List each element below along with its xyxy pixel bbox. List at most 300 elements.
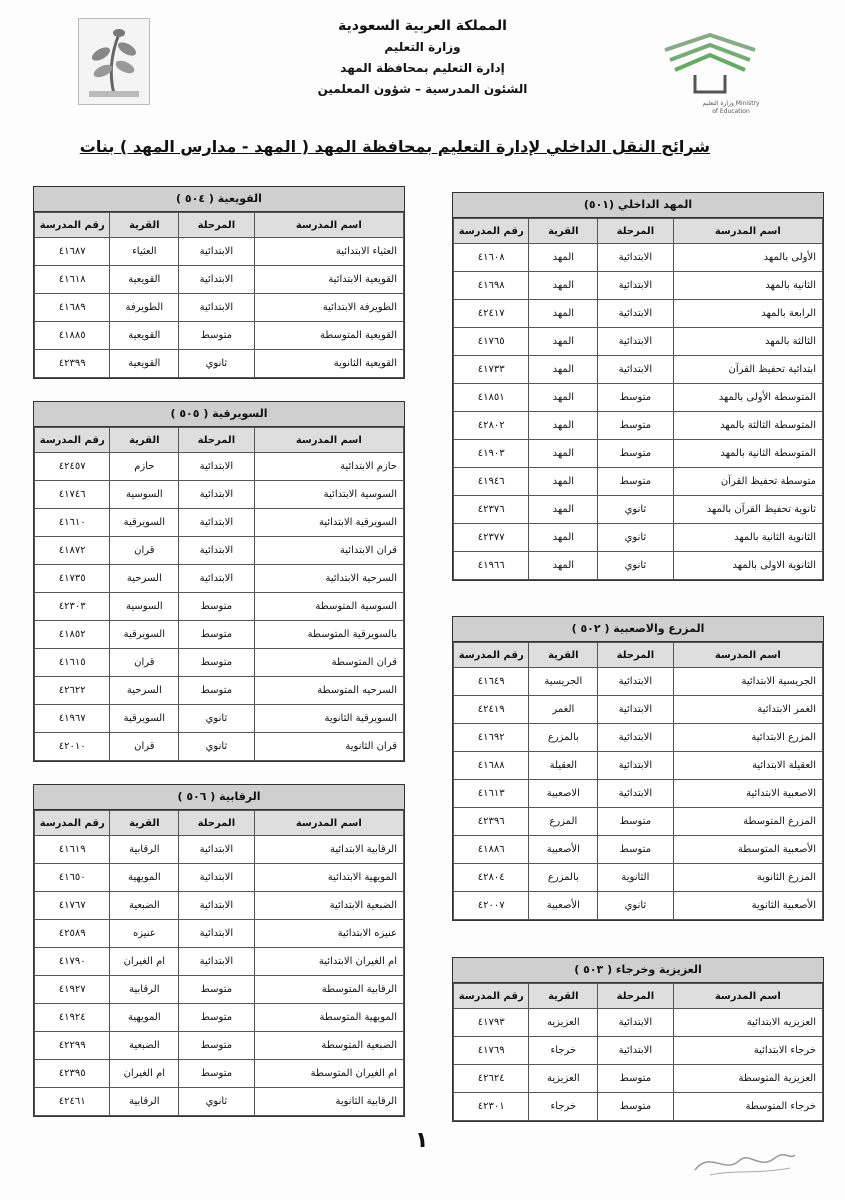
stage-cell: الابتدائية xyxy=(179,836,254,864)
school-name-cell: بالسويرقية المتوسطة xyxy=(254,621,403,649)
school-number-cell: ٤٢٣٩٩ xyxy=(35,350,110,378)
table-503 xyxy=(452,957,824,1122)
school-number-cell: ٤٢٤١٩ xyxy=(454,696,529,724)
stage-cell: الابتدائية xyxy=(179,537,254,565)
column-header-name: اسم المدرسة xyxy=(254,213,403,238)
table-row xyxy=(454,468,823,496)
school-number-cell: ٤١٦٨٧ xyxy=(35,238,110,266)
village-cell: العزيزية xyxy=(529,1065,598,1093)
stage-cell: الابتدائية xyxy=(179,294,254,322)
village-cell: الضبعية xyxy=(110,1032,179,1060)
table-row xyxy=(454,1009,823,1037)
stage-cell: متوسط xyxy=(179,1004,254,1032)
school-name-cell: المزرع المتوسطة xyxy=(673,808,822,836)
table-row xyxy=(35,836,404,864)
school-number-cell: ٤١٨٥٢ xyxy=(35,621,110,649)
school-number-cell: ٤١٧٤٦ xyxy=(35,481,110,509)
stage-cell: ثانوي xyxy=(179,705,254,733)
school-name-cell: السويرقية الثانوية xyxy=(254,705,403,733)
department-line: الشئون المدرسية – شؤون المعلمين xyxy=(317,82,528,96)
column-header-village: القرية xyxy=(529,984,598,1009)
table-row xyxy=(35,565,404,593)
table-row xyxy=(454,412,823,440)
table-row xyxy=(454,1065,823,1093)
school-name-cell: حازم الابتدائية xyxy=(254,453,403,481)
table-row xyxy=(35,593,404,621)
stage-cell: الابتدائية xyxy=(598,272,673,300)
school-number-cell: ٤١٦١٣ xyxy=(454,780,529,808)
stage-cell: متوسط xyxy=(179,649,254,677)
school-name-cell: العثياء الابتدائية xyxy=(254,238,403,266)
school-name-cell: الرقابية الابتدائية xyxy=(254,836,403,864)
village-cell: المهد xyxy=(529,244,598,272)
column-header-name: اسم المدرسة xyxy=(673,984,822,1009)
village-cell: المويهية xyxy=(110,1004,179,1032)
school-name-cell: المويهية الابتدائية xyxy=(254,864,403,892)
column-header-stage: المرحلة xyxy=(179,428,254,453)
stage-cell: متوسط xyxy=(179,322,254,350)
table-row xyxy=(35,509,404,537)
stage-cell: متوسط xyxy=(179,621,254,649)
school-name-cell: المتوسطة الأولى بالمهد xyxy=(673,384,822,412)
table-row xyxy=(454,1093,823,1121)
stage-cell: الابتدائية xyxy=(179,948,254,976)
stage-cell: ثانوي xyxy=(598,892,673,920)
village-cell: المهد xyxy=(529,384,598,412)
table-header-row xyxy=(454,643,823,668)
table-502 xyxy=(452,616,824,921)
table-title: الرقابية ( ٥٠٦ ) xyxy=(34,785,404,810)
school-number-cell: ٤١٨٨٥ xyxy=(35,322,110,350)
stage-cell: الابتدائية xyxy=(179,238,254,266)
school-number-cell: ٤٢٣٧٧ xyxy=(454,524,529,552)
school-name-cell: السويرقية الابتدائية xyxy=(254,509,403,537)
school-name-cell: المويهية المتوسطة xyxy=(254,1004,403,1032)
school-name-cell: قران الابتدائية xyxy=(254,537,403,565)
table-row xyxy=(454,752,823,780)
school-name-cell: العزيزيه الابتدائية xyxy=(673,1009,822,1037)
column-header-stage: المرحلة xyxy=(598,643,673,668)
village-cell: الرقابية xyxy=(110,1088,179,1116)
school-number-cell: ٤٢٤٥٧ xyxy=(35,453,110,481)
column-header-village: القرية xyxy=(110,428,179,453)
village-cell: حازم xyxy=(110,453,179,481)
table-row xyxy=(454,808,823,836)
village-cell: المزرع xyxy=(529,808,598,836)
stage-cell: الابتدائية xyxy=(179,481,254,509)
stage-cell: الابتدائية xyxy=(179,920,254,948)
school-name-cell: الضبعية الابتدائية xyxy=(254,892,403,920)
village-cell: العقيلة xyxy=(529,752,598,780)
stage-cell: الابتدائية xyxy=(179,453,254,481)
village-cell: الأصعبية xyxy=(529,892,598,920)
school-name-cell: الاصعبية الابتدائية xyxy=(673,780,822,808)
table-row xyxy=(454,440,823,468)
column-header-num: رقم المدرسة xyxy=(454,643,529,668)
table-row xyxy=(35,294,404,322)
column-header-num: رقم المدرسة xyxy=(454,984,529,1009)
school-name-cell: الطويرفة الابتدائية xyxy=(254,294,403,322)
school-number-cell: ٤١٩٢٤ xyxy=(35,1004,110,1032)
village-cell: الطويرفة xyxy=(110,294,179,322)
signature xyxy=(690,1140,800,1180)
school-number-cell: ٤٢٤٦١ xyxy=(35,1088,110,1116)
village-cell: السويرقية xyxy=(110,705,179,733)
village-cell: قران xyxy=(110,649,179,677)
table-row xyxy=(35,322,404,350)
school-name-cell: الرقابية المتوسطة xyxy=(254,976,403,1004)
village-cell: بالمزرع xyxy=(529,724,598,752)
village-cell: المهد xyxy=(529,468,598,496)
school-name-cell: العقيلة الابتدائية xyxy=(673,752,822,780)
stage-cell: متوسط xyxy=(598,1093,673,1121)
schools-table xyxy=(453,218,823,580)
village-cell: المهد xyxy=(529,552,598,580)
school-name-cell: الثانوية الاولى بالمهد xyxy=(673,552,822,580)
stage-cell: متوسط xyxy=(179,593,254,621)
schools-table xyxy=(453,642,823,920)
village-cell: القويعية xyxy=(110,350,179,378)
column-header-name: اسم المدرسة xyxy=(254,428,403,453)
table-row xyxy=(35,1060,404,1088)
village-cell: بالمزرع xyxy=(529,864,598,892)
table-row xyxy=(454,496,823,524)
school-number-cell: ٤١٩٠٣ xyxy=(454,440,529,468)
village-cell: الجريسية xyxy=(529,668,598,696)
stage-cell: الابتدائية xyxy=(598,244,673,272)
table-row xyxy=(35,266,404,294)
stage-cell: متوسط xyxy=(179,1060,254,1088)
school-name-cell: ثانوية تحفيظ القرآن بالمهد xyxy=(673,496,822,524)
school-number-cell: ٤٢٣٩٥ xyxy=(35,1060,110,1088)
school-name-cell: القويعية الابتدائية xyxy=(254,266,403,294)
stage-cell: ثانوي xyxy=(179,1088,254,1116)
page-number: ١ xyxy=(415,1128,429,1153)
column-header-num: رقم المدرسة xyxy=(35,213,110,238)
school-name-cell: الرابعة بالمهد xyxy=(673,300,822,328)
stage-cell: الابتدائية xyxy=(598,300,673,328)
village-cell: الرقابية xyxy=(110,836,179,864)
school-name-cell: المزرع الثانوية xyxy=(673,864,822,892)
stage-cell: متوسط xyxy=(598,1065,673,1093)
village-cell: السرحية xyxy=(110,565,179,593)
school-name-cell: قران الثانوية xyxy=(254,733,403,761)
column-header-village: القرية xyxy=(529,643,598,668)
stage-cell: الابتدائية xyxy=(179,266,254,294)
table-row xyxy=(35,453,404,481)
education-directorate-logo xyxy=(78,18,150,105)
school-number-cell: ٤١٦١٥ xyxy=(35,649,110,677)
school-name-cell: الأولى بالمهد xyxy=(673,244,822,272)
school-number-cell: ٤١٧٣٥ xyxy=(35,565,110,593)
village-cell: الاصعبية xyxy=(529,780,598,808)
school-number-cell: ٤٢٠١٠ xyxy=(35,733,110,761)
column-header-village: القرية xyxy=(529,219,598,244)
school-name-cell: المزرع الابتدائية xyxy=(673,724,822,752)
village-cell: المهد xyxy=(529,272,598,300)
village-cell: الأصعبية xyxy=(529,836,598,864)
school-name-cell: الثانية بالمهد xyxy=(673,272,822,300)
school-name-cell: خرجاء المتوسطة xyxy=(673,1093,822,1121)
village-cell: ام الغيران xyxy=(110,948,179,976)
school-name-cell: العزيزية المتوسطة xyxy=(673,1065,822,1093)
stage-cell: متوسط xyxy=(179,1032,254,1060)
school-number-cell: ٤١٧٩٠ xyxy=(35,948,110,976)
village-cell: المهد xyxy=(529,328,598,356)
column-header-name: اسم المدرسة xyxy=(673,643,822,668)
village-cell: السويرقية xyxy=(110,621,179,649)
table-title: المزرع والاصعبية ( ٥٠٢ ) xyxy=(453,617,823,642)
column-header-num: رقم المدرسة xyxy=(35,428,110,453)
village-cell: المويهية xyxy=(110,864,179,892)
village-cell: السرحية xyxy=(110,677,179,705)
village-cell: قران xyxy=(110,537,179,565)
column-header-village: القرية xyxy=(110,213,179,238)
school-number-cell: ٤١٧٣٣ xyxy=(454,356,529,384)
school-number-cell: ٤٢٤١٧ xyxy=(454,300,529,328)
school-number-cell: ٤٢٣٩٦ xyxy=(454,808,529,836)
village-cell: المهد xyxy=(529,524,598,552)
school-number-cell: ٤١٦٥٠ xyxy=(35,864,110,892)
directorate-line: إدارة التعليم بمحافظة المهد xyxy=(340,61,505,75)
village-cell: العزيزيه xyxy=(529,1009,598,1037)
table-title: المهد الداخلي (٥٠١) xyxy=(453,193,823,218)
village-cell: المهد xyxy=(529,440,598,468)
school-number-cell: ٤١٧٩٣ xyxy=(454,1009,529,1037)
school-number-cell: ٤١٦١٨ xyxy=(35,266,110,294)
school-name-cell: المتوسطة الثالثة بالمهد xyxy=(673,412,822,440)
village-cell: عنيزه xyxy=(110,920,179,948)
stage-cell: الابتدائية xyxy=(179,892,254,920)
village-cell: قران xyxy=(110,733,179,761)
column-header-num: رقم المدرسة xyxy=(35,811,110,836)
school-number-cell: ٤١٦٩٢ xyxy=(454,724,529,752)
table-row xyxy=(454,836,823,864)
village-cell: خرجاء xyxy=(529,1093,598,1121)
table-row xyxy=(35,920,404,948)
school-name-cell: ام الغيران الابتدائية xyxy=(254,948,403,976)
stage-cell: الابتدائية xyxy=(598,356,673,384)
school-number-cell: ٤٢٣٠٣ xyxy=(35,593,110,621)
village-cell: العثياء xyxy=(110,238,179,266)
village-cell: المهد xyxy=(529,496,598,524)
table-header-row xyxy=(454,984,823,1009)
stage-cell: متوسط xyxy=(179,976,254,1004)
school-number-cell: ٤١٧٦٧ xyxy=(35,892,110,920)
table-header-row xyxy=(35,428,404,453)
table-row xyxy=(35,481,404,509)
column-header-stage: المرحلة xyxy=(598,219,673,244)
table-row xyxy=(35,1004,404,1032)
table-row xyxy=(35,892,404,920)
stage-cell: متوسط xyxy=(598,412,673,440)
stage-cell: متوسط xyxy=(598,836,673,864)
table-row xyxy=(35,976,404,1004)
table-row xyxy=(454,1037,823,1065)
school-number-cell: ٤١٩٦٦ xyxy=(454,552,529,580)
table-row xyxy=(35,537,404,565)
school-name-cell: السوسية الابتدائية xyxy=(254,481,403,509)
school-name-cell: السرحيه المتوسطة xyxy=(254,677,403,705)
school-number-cell: ٤١٦٠٨ xyxy=(454,244,529,272)
table-row xyxy=(454,696,823,724)
kingdom-line: المملكة العربية السعودية xyxy=(338,18,507,34)
school-name-cell: القويعية المتوسطة xyxy=(254,322,403,350)
table-row xyxy=(35,677,404,705)
stage-cell: متوسط xyxy=(598,440,673,468)
table-506 xyxy=(33,784,405,1117)
village-cell: السوسية xyxy=(110,481,179,509)
school-number-cell: ٤١٦٨٩ xyxy=(35,294,110,322)
school-number-cell: ٤١٦١٩ xyxy=(35,836,110,864)
village-cell: القويعية xyxy=(110,266,179,294)
school-name-cell: الجريسية الابتدائية xyxy=(673,668,822,696)
village-cell: المهد xyxy=(529,356,598,384)
school-number-cell: ٤١٨٧٢ xyxy=(35,537,110,565)
column-header-num: رقم المدرسة xyxy=(454,219,529,244)
column-header-name: اسم المدرسة xyxy=(673,219,822,244)
school-number-cell: ٤٢٦٢٢ xyxy=(35,677,110,705)
village-cell: خرجاء xyxy=(529,1037,598,1065)
page-title: شرائح النقل الداخلي لإدارة التعليم بمحافظة المهد ( المهد - مدارس المهد ) بنات xyxy=(79,137,710,156)
stage-cell: الابتدائية xyxy=(179,864,254,892)
table-row xyxy=(454,384,823,412)
school-name-cell: الغمر الابتدائية xyxy=(673,696,822,724)
table-row xyxy=(35,238,404,266)
stage-cell: الابتدائية xyxy=(598,752,673,780)
table-505 xyxy=(33,401,405,762)
stage-cell: الثانوية xyxy=(598,864,673,892)
school-number-cell: ٤١٦٨٨ xyxy=(454,752,529,780)
school-name-cell: ام الغيران المتوسطة xyxy=(254,1060,403,1088)
village-cell: السويرقية xyxy=(110,509,179,537)
school-name-cell: المتوسطة الثانية بالمهد xyxy=(673,440,822,468)
table-title: العزيزية وخرجاء ( ٥٠٣ ) xyxy=(453,958,823,983)
school-name-cell: الأصعبية المتوسطة xyxy=(673,836,822,864)
table-row xyxy=(454,272,823,300)
table-row xyxy=(454,244,823,272)
stage-cell: متوسط xyxy=(598,384,673,412)
column-header-stage: المرحلة xyxy=(179,213,254,238)
table-row xyxy=(454,864,823,892)
table-row xyxy=(454,892,823,920)
school-number-cell: ٤١٨٥١ xyxy=(454,384,529,412)
school-number-cell: ٤٢٨٠٢ xyxy=(454,412,529,440)
stage-cell: ثانوي xyxy=(179,733,254,761)
table-row xyxy=(35,649,404,677)
schools-table xyxy=(34,212,404,378)
school-number-cell: ٤٢٣٠١ xyxy=(454,1093,529,1121)
ministry-logo-text: وزارة التعليم Ministry of Education xyxy=(702,100,760,115)
table-title: السويرقية ( ٥٠٥ ) xyxy=(34,402,404,427)
column-header-village: القرية xyxy=(110,811,179,836)
school-name-cell: عنيزه الابتدائية xyxy=(254,920,403,948)
column-header-stage: المرحلة xyxy=(598,984,673,1009)
stage-cell: ثانوي xyxy=(179,350,254,378)
schools-table xyxy=(453,983,823,1121)
stage-cell: متوسط xyxy=(179,677,254,705)
school-name-cell: الرقابية الثانوية xyxy=(254,1088,403,1116)
school-number-cell: ٤٢٦٢٤ xyxy=(454,1065,529,1093)
stage-cell: الابتدائية xyxy=(598,780,673,808)
table-row xyxy=(454,780,823,808)
school-number-cell: ٤٢٥٨٩ xyxy=(35,920,110,948)
stage-cell: متوسط xyxy=(598,468,673,496)
village-cell: المهد xyxy=(529,412,598,440)
table-row xyxy=(454,552,823,580)
stage-cell: ثانوي xyxy=(598,552,673,580)
table-title: القويعية ( ٥٠٤ ) xyxy=(34,187,404,212)
village-cell: الضبعية xyxy=(110,892,179,920)
school-name-cell: الضبعية المتوسطة xyxy=(254,1032,403,1060)
school-number-cell: ٤٢٣٧٦ xyxy=(454,496,529,524)
table-row xyxy=(35,864,404,892)
stage-cell: الابتدائية xyxy=(598,1037,673,1065)
school-number-cell: ٤٢٨٠٤ xyxy=(454,864,529,892)
table-504 xyxy=(33,186,405,379)
village-cell: السوسية xyxy=(110,593,179,621)
table-header-row xyxy=(35,213,404,238)
school-name-cell: متوسطة تحفيظ القرآن xyxy=(673,468,822,496)
table-row xyxy=(454,356,823,384)
stage-cell: الابتدائية xyxy=(598,724,673,752)
school-number-cell: ٤٢٠٠٧ xyxy=(454,892,529,920)
school-number-cell: ٤١٦٤٩ xyxy=(454,668,529,696)
stage-cell: الابتدائية xyxy=(179,565,254,593)
school-name-cell: السوسية المتوسطة xyxy=(254,593,403,621)
school-number-cell: ٤١٧٦٥ xyxy=(454,328,529,356)
school-number-cell: ٤١٧٦٩ xyxy=(454,1037,529,1065)
village-cell: الغمر xyxy=(529,696,598,724)
school-number-cell: ٤١٦١٠ xyxy=(35,509,110,537)
table-row xyxy=(35,948,404,976)
schools-table xyxy=(34,427,404,761)
stage-cell: الابتدائية xyxy=(179,509,254,537)
school-number-cell: ٤١٦٩٨ xyxy=(454,272,529,300)
stage-cell: الابتدائية xyxy=(598,328,673,356)
stage-cell: الابتدائية xyxy=(598,1009,673,1037)
table-row xyxy=(35,621,404,649)
table-row xyxy=(454,328,823,356)
school-name-cell: الأصعبية الثانوية xyxy=(673,892,822,920)
ministry-line: وزارة التعليم xyxy=(384,40,461,54)
school-number-cell: ٤١٩٤٦ xyxy=(454,468,529,496)
table-row xyxy=(454,300,823,328)
schools-table xyxy=(34,810,404,1116)
village-cell: ام الغيران xyxy=(110,1060,179,1088)
table-row xyxy=(35,1088,404,1116)
village-cell: القويعية xyxy=(110,322,179,350)
school-number-cell: ٤١٨٨٦ xyxy=(454,836,529,864)
table-row xyxy=(454,668,823,696)
stage-cell: الابتدائية xyxy=(598,696,673,724)
stage-cell: متوسط xyxy=(598,808,673,836)
column-header-name: اسم المدرسة xyxy=(254,811,403,836)
school-number-cell: ٤١٩٦٧ xyxy=(35,705,110,733)
village-cell: الرقابية xyxy=(110,976,179,1004)
stage-cell: ثانوي xyxy=(598,524,673,552)
school-number-cell: ٤٢٢٩٩ xyxy=(35,1032,110,1060)
table-row xyxy=(35,705,404,733)
stage-cell: ثانوي xyxy=(598,496,673,524)
letterhead xyxy=(300,16,545,100)
column-header-stage: المرحلة xyxy=(179,811,254,836)
school-name-cell: الثانوية الثانية بالمهد xyxy=(673,524,822,552)
school-name-cell: السرحية الابتدائية xyxy=(254,565,403,593)
school-name-cell: ابتدائية تحفيظ القرآن xyxy=(673,356,822,384)
table-header-row xyxy=(35,811,404,836)
table-row xyxy=(35,733,404,761)
